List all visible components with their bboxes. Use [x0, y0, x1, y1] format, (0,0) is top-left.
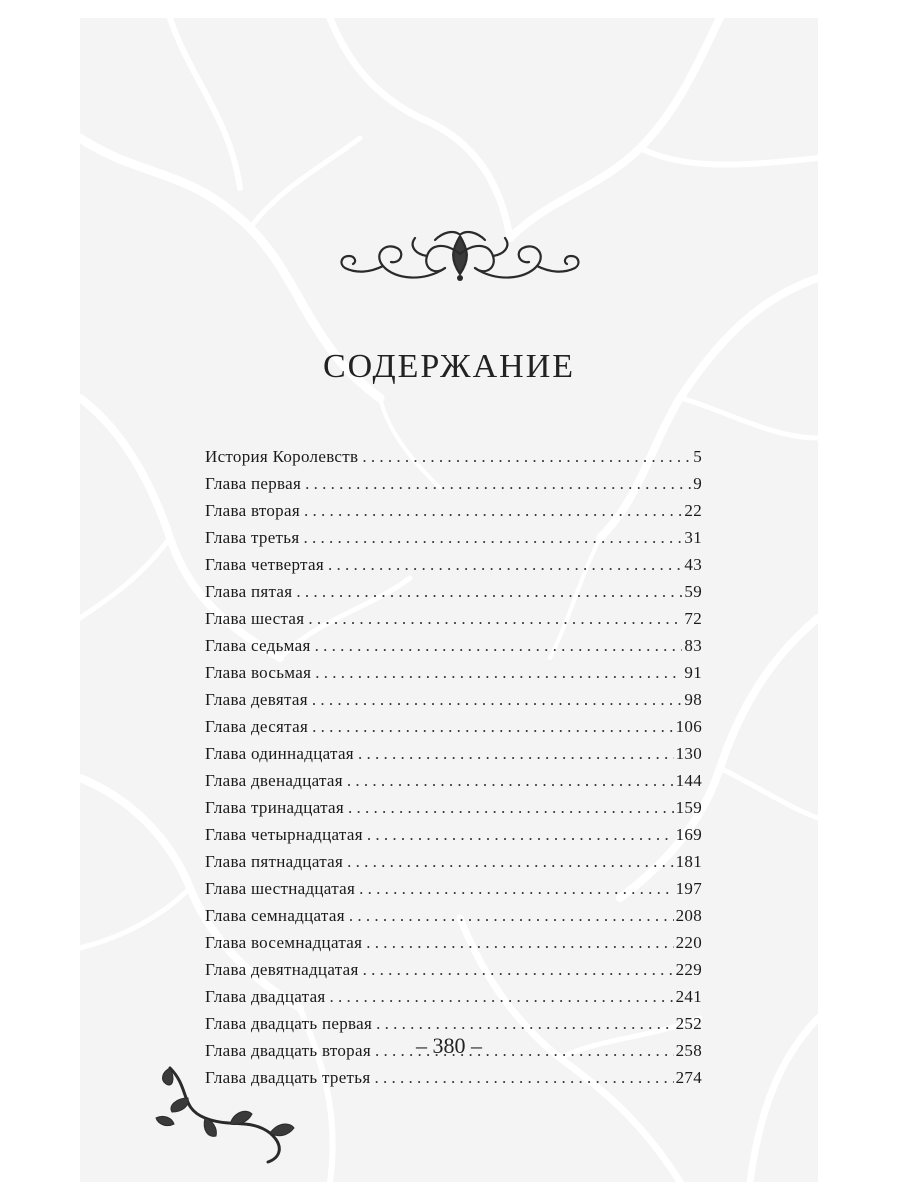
toc-entry	[205, 767, 702, 794]
toc-entry-page: 59	[684, 582, 702, 601]
toc-entry-page: 208	[675, 906, 702, 925]
toc-dot-leader	[347, 848, 673, 875]
toc-entry	[205, 632, 702, 659]
toc-dot-leader	[367, 821, 674, 848]
toc-dot-leader	[312, 686, 682, 713]
toc-entry	[205, 740, 702, 767]
toc-entry	[205, 902, 702, 929]
toc-entry-page: 22	[684, 501, 702, 520]
toc-entry-label: Глава шестая	[205, 609, 305, 628]
toc-dot-leader	[358, 740, 674, 767]
toc-entry	[205, 794, 702, 821]
toc-entry	[205, 443, 702, 470]
book-page	[80, 18, 818, 1182]
toc-entry	[205, 713, 702, 740]
toc-entry-label: Глава первая	[205, 474, 302, 493]
toc-entry	[205, 470, 702, 497]
toc-entry	[205, 497, 702, 524]
toc-dot-leader	[349, 902, 674, 929]
toc-entry-page: 72	[684, 609, 702, 628]
toc-entry-label: Глава восьмая	[205, 663, 312, 682]
toc-entry-label: Глава двадцать третья	[205, 1068, 371, 1087]
toc-entry	[205, 929, 702, 956]
toc-entry-page: 252	[675, 1014, 702, 1033]
toc-dot-leader	[312, 713, 674, 740]
toc-dot-leader	[363, 956, 674, 983]
toc-dot-leader	[315, 659, 682, 686]
page-number: – 380 –	[416, 1033, 482, 1058]
toc-dot-leader	[305, 470, 691, 497]
toc-entry-page: 197	[675, 879, 702, 898]
toc-dot-leader	[330, 983, 674, 1010]
toc-entry-label: Глава шестнадцатая	[205, 879, 356, 898]
table-of-contents	[205, 443, 702, 1091]
toc-entry-label: Глава двадцать вторая	[205, 1041, 371, 1060]
toc-entry	[205, 848, 702, 875]
toc-entry-page: 98	[684, 690, 702, 709]
toc-entry-page: 144	[675, 771, 702, 790]
toc-dot-leader	[348, 794, 674, 821]
toc-entry-page: 169	[675, 825, 702, 844]
toc-dot-leader	[315, 632, 683, 659]
toc-dot-leader	[366, 929, 673, 956]
toc-entry-page: 181	[675, 852, 702, 871]
toc-entry	[205, 983, 702, 1010]
toc-entry-page: 159	[675, 798, 702, 817]
toc-entry-page: 241	[675, 987, 702, 1006]
toc-entry-page: 274	[675, 1068, 702, 1087]
toc-entry-label: Глава девятая	[205, 690, 308, 709]
toc-entry-label: Глава пятнадцатая	[205, 852, 344, 871]
toc-dot-leader	[296, 578, 682, 605]
toc-entry-label: Глава десятая	[205, 717, 309, 736]
toc-entry-label: Глава четырнадцатая	[205, 825, 363, 844]
toc-entry	[205, 578, 702, 605]
toc-entry-label: Глава четвертая	[205, 555, 324, 574]
toc-entry-label: Глава одиннадцатая	[205, 744, 354, 763]
toc-entry-label: Глава пятая	[205, 582, 293, 601]
toc-entry-page: 83	[684, 636, 702, 655]
toc-entry-page: 31	[684, 528, 702, 547]
toc-entry	[205, 659, 702, 686]
toc-dot-leader	[308, 605, 682, 632]
leafy-vine-icon	[150, 1058, 300, 1168]
toc-entry-label: История Королевств	[205, 447, 359, 466]
toc-entry-label: Глава тринадцатая	[205, 798, 345, 817]
toc-entry-label: Глава третья	[205, 528, 300, 547]
toc-entry	[205, 875, 702, 902]
toc-entry-label: Глава двадцать первая	[205, 1014, 373, 1033]
toc-dot-leader	[374, 1064, 673, 1091]
toc-dot-leader	[359, 875, 673, 902]
toc-entry-label: Глава девятнадцатая	[205, 960, 359, 979]
toc-entry-label: Глава семнадцатая	[205, 906, 345, 925]
toc-entry-page: 106	[675, 717, 702, 736]
toc-entry-label: Глава вторая	[205, 501, 300, 520]
toc-dot-leader	[304, 497, 682, 524]
toc-entry-page: 229	[675, 960, 702, 979]
toc-dot-leader	[362, 443, 691, 470]
toc-entry-page: 9	[693, 474, 702, 493]
toc-entry	[205, 605, 702, 632]
toc-entry	[205, 956, 702, 983]
toc-dot-leader	[328, 551, 682, 578]
page-title: СОДЕРЖАНИЕ	[322, 348, 576, 385]
toc-entry	[205, 821, 702, 848]
toc-entry-label: Глава двенадцатая	[205, 771, 343, 790]
toc-entry-label: Глава восемнадцатая	[205, 933, 363, 952]
toc-entry-page: 130	[675, 744, 702, 763]
toc-entry-label: Глава двадцатая	[205, 987, 326, 1006]
flourish-ornament-icon	[335, 224, 585, 288]
toc-entry-page: 220	[675, 933, 702, 952]
toc-entry-page: 258	[675, 1041, 702, 1060]
toc-entry-page: 91	[684, 663, 702, 682]
toc-entry	[205, 551, 702, 578]
toc-dot-leader	[347, 767, 674, 794]
toc-dot-leader	[303, 524, 682, 551]
toc-entry-label: Глава седьмая	[205, 636, 311, 655]
toc-entry-page: 43	[684, 555, 702, 574]
toc-entry	[205, 686, 702, 713]
toc-entry	[205, 524, 702, 551]
toc-entry-page: 5	[693, 447, 702, 466]
